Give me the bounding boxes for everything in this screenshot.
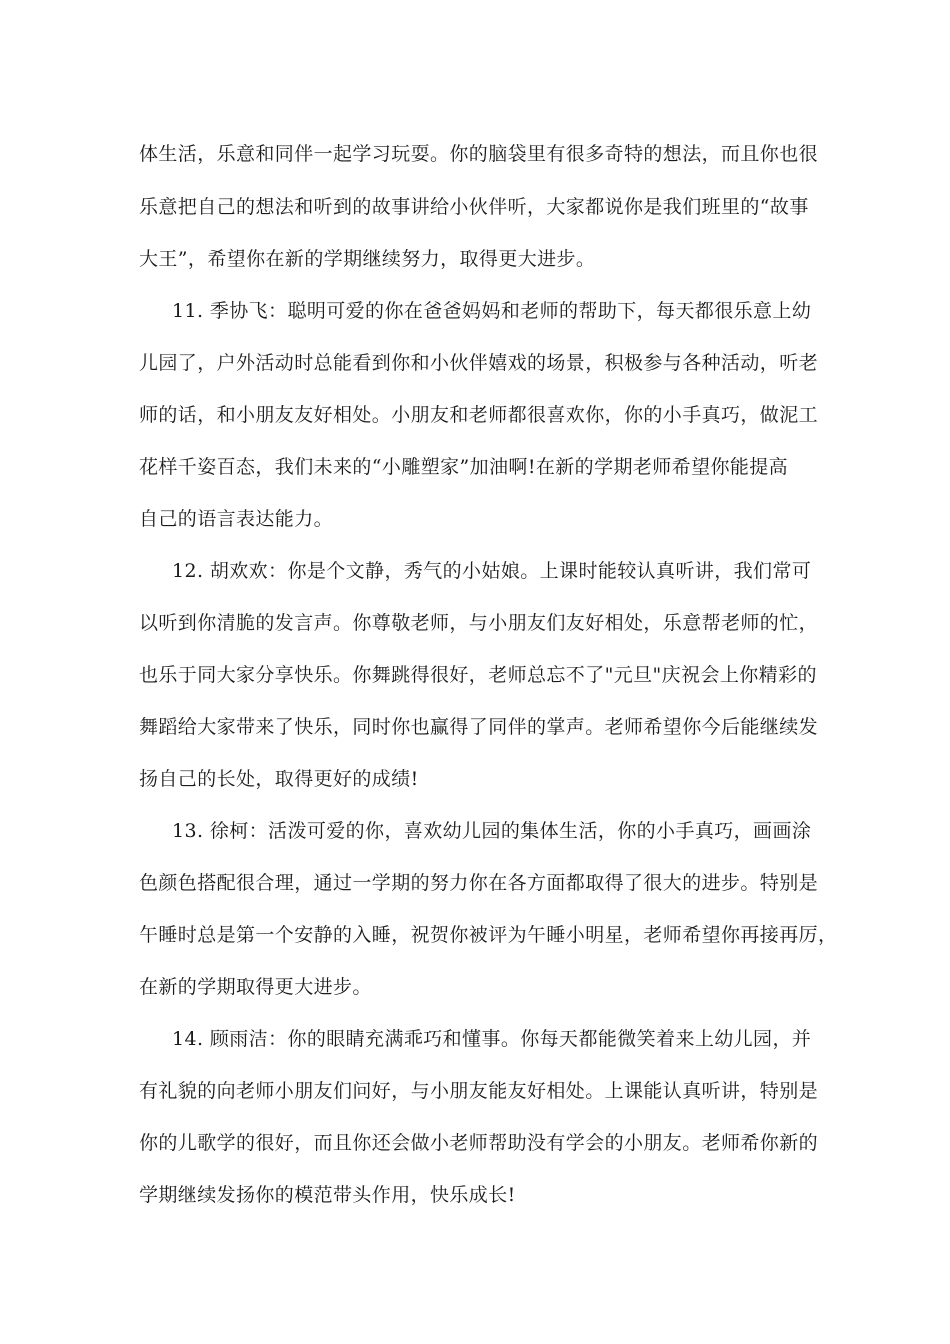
text-line: 扬自己的长处，取得更好的成绩! [139, 768, 419, 790]
text-line: 儿园了，户外活动时总能看到你和小伙伴嬉戏的场景，积极参与各种活动，听老 [139, 352, 819, 374]
paragraph-14-first-line: 14. 顾雨洁：你的眼睛充满乖巧和懂事。你每天都能微笑着来上幼儿园，并 [172, 1028, 812, 1050]
text-line: 有礼貌的向老师小朋友们问好，与小朋友能友好相处。上课能认真听讲，特别是 [139, 1080, 819, 1102]
text-line: 体生活，乐意和同伴一起学习玩耍。你的脑袋里有很多奇特的想法，而且你也很 [139, 143, 819, 165]
text-line: 以听到你清脆的发言声。你尊敬老师，与小朋友们友好相处，乐意帮老师的忙， [139, 612, 819, 634]
text-line: 花样千姿百态，我们未来的“小雕塑家”加油啊!在新的学期老师希望你能提高 [139, 456, 789, 478]
text-line: 乐意把自己的想法和听到的故事讲给小伙伴听，大家都说你是我们班里的“故事 [139, 196, 809, 218]
text-line: 在新的学期取得更大进步。 [139, 976, 372, 998]
text-line: 舞蹈给大家带来了快乐，同时你也赢得了同伴的掌声。老师希望你今后能继续发 [139, 716, 819, 738]
text-line: 大王”，希望你在新的学期继续努力，取得更大进步。 [139, 248, 596, 270]
text-line: 学期继续发扬你的模范带头作用，快乐成长! [139, 1184, 516, 1206]
text-line: 师的话，和小朋友友好相处。小朋友和老师都很喜欢你，你的小手真巧，做泥工 [139, 404, 819, 426]
text-line: 自己的语言表达能力。 [139, 508, 334, 530]
paragraph-13-first-line: 13. 徐柯：活泼可爱的你，喜欢幼儿园的集体生活，你的小手真巧，画画涂 [172, 820, 812, 842]
paragraph-11-first-line: 11. 季协飞：聪明可爱的你在爸爸妈妈和老师的帮助下，每天都很乐意上幼 [172, 300, 812, 322]
text-line: 也乐于同大家分享快乐。你舞跳得很好，老师总忘不了"元旦"庆祝会上你精彩的 [139, 664, 817, 686]
text-line: 你的儿歌学的很好，而且你还会做小老师帮助没有学会的小朋友。老师希你新的 [139, 1132, 819, 1154]
text-line: 午睡时总是第一个安静的入睡，祝贺你被评为午睡小明星，老师希望你再接再厉， [139, 924, 838, 946]
paragraph-12-first-line: 12. 胡欢欢：你是个文静，秀气的小姑娘。上课时能较认真听讲，我们常可 [172, 560, 812, 582]
text-line: 色颜色搭配很合理，通过一学期的努力你在各方面都取得了很大的进步。特别是 [139, 872, 819, 894]
